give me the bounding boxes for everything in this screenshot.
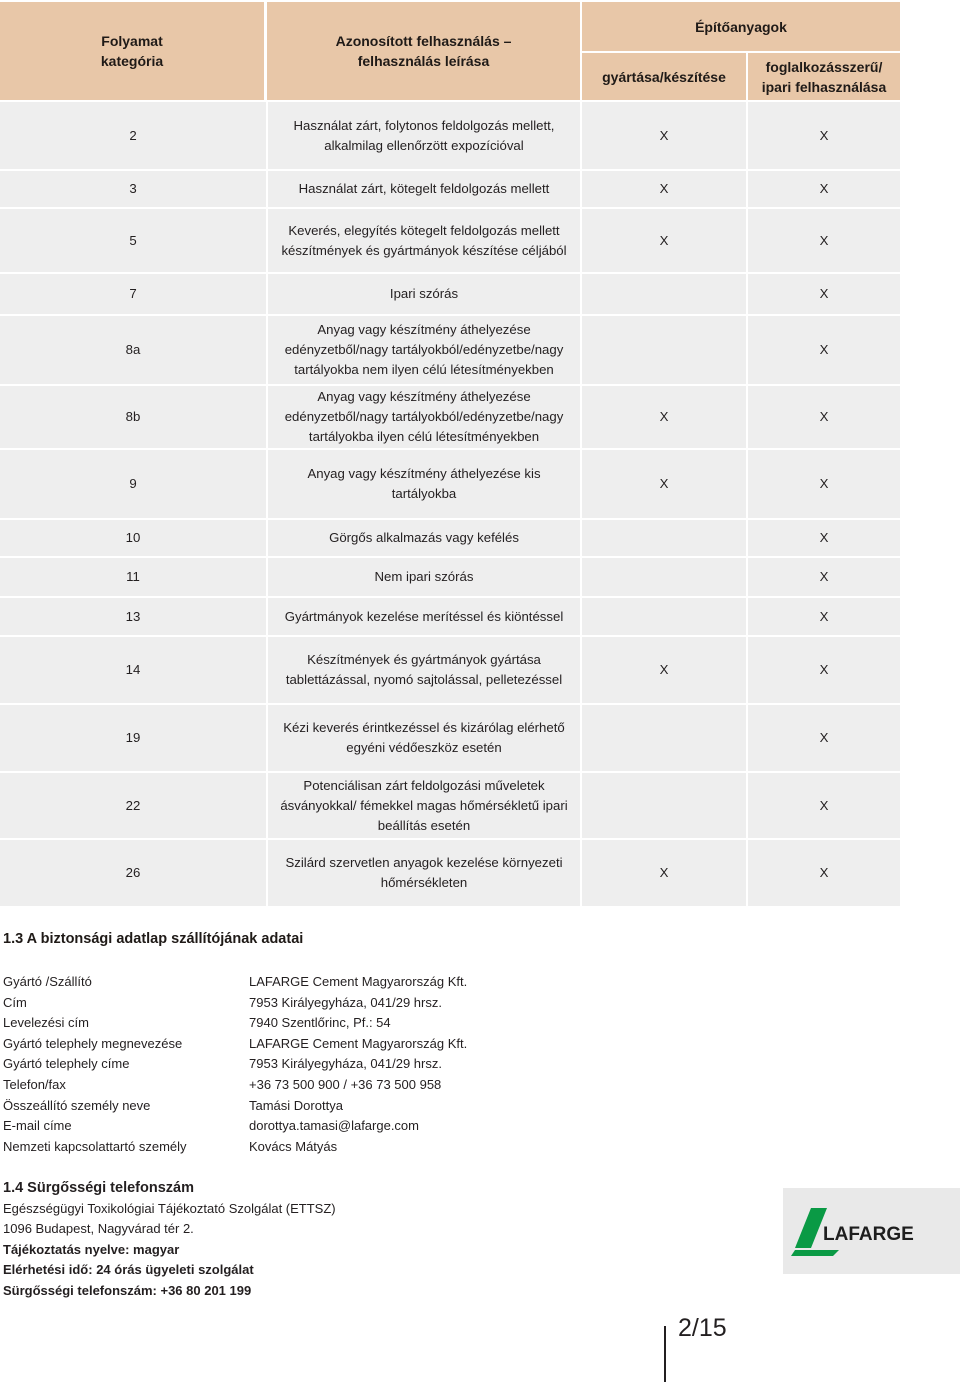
column-separator — [746, 316, 748, 384]
row-manufacture-mark: X — [659, 409, 669, 424]
row-category: 10 — [125, 530, 141, 545]
table-row — [0, 558, 900, 596]
row-category: 11 — [126, 569, 140, 584]
column-separator — [580, 386, 582, 448]
row-professional-mark: X — [819, 569, 829, 584]
supplier-field-label: Gyártó /Szállító — [3, 974, 92, 989]
column-separator — [746, 840, 748, 906]
row-manufacture-mark: X — [659, 865, 669, 880]
row-description: Gyártmányok kezelése merítéssel és kiöntéssel — [284, 608, 564, 624]
column-separator — [266, 637, 268, 703]
header-category: Folyamat kategória — [0, 2, 264, 100]
row-manufacture-mark: X — [659, 127, 669, 143]
table-row — [0, 316, 900, 384]
row-professional-mark: X — [819, 797, 829, 813]
supplier-field-label: Összeállító személy neve — [3, 1097, 151, 1113]
supplier-field-value: dorottya.tamasi@lafarge.com — [249, 1118, 419, 1134]
row-description: Ipari szórás — [389, 286, 459, 301]
column-separator — [266, 102, 268, 169]
row-professional-mark: X — [819, 409, 829, 424]
row-category: 3 — [129, 181, 137, 196]
column-separator — [746, 386, 748, 448]
row-category: 19 — [125, 730, 141, 745]
column-separator — [746, 171, 748, 207]
column-separator — [746, 637, 748, 703]
column-separator — [266, 209, 268, 272]
table-row — [0, 209, 900, 272]
row-category: 9 — [129, 476, 137, 491]
header-use-description: Azonosított felhasználás – felhasználás leírása — [267, 2, 580, 100]
table-row — [0, 102, 900, 169]
row-description: Potenciálisan zárt feldolgozási műveletek ásványokkal/ fémekkel magas hőmérsékletű ipari beállítás esetén — [280, 777, 568, 833]
row-professional-mark: X — [819, 476, 829, 491]
column-separator — [746, 209, 748, 272]
table-row — [0, 773, 900, 838]
row-manufacture-mark — [582, 705, 746, 771]
column-separator — [266, 598, 268, 635]
supplier-field-value: 7953 Királyegyháza, 041/29 hrsz. — [249, 1056, 442, 1072]
column-separator — [580, 637, 582, 703]
column-separator — [266, 274, 268, 314]
page-number: 2/15 — [678, 1314, 727, 1342]
supplier-field-value: LAFARGE Cement Magyarország Kft. — [249, 974, 468, 989]
row-professional-mark: X — [819, 342, 829, 357]
emergency-phone: Sürgősségi telefonszám: +36 80 201 199 — [3, 1282, 252, 1298]
row-description: Keverés, elegyítés kötegelt feldolgozás mellett készítmények és gyártmányok készítése céljából — [281, 222, 567, 258]
emergency-service-address: 1096 Budapest, Nagyvárad tér 2. — [3, 1221, 194, 1237]
row-professional-mark: X — [819, 286, 829, 301]
table-header — [0, 0, 900, 100]
emergency-language: Tájékoztatás nyelve: magyar — [3, 1241, 180, 1257]
row-category: 13 — [125, 608, 141, 624]
column-separator — [266, 840, 268, 906]
row-category: 26 — [125, 865, 141, 880]
supplier-field-label: Nemzeti kapcsolattartó személy — [3, 1138, 187, 1154]
column-separator — [266, 386, 268, 448]
supplier-field-value: Kovács Mátyás — [249, 1138, 338, 1154]
column-separator — [266, 558, 268, 596]
column-separator — [580, 316, 582, 384]
supplier-field-value: Tamási Dorottya — [249, 1097, 343, 1113]
column-separator — [580, 840, 582, 906]
supplier-field-label: Telefon/fax — [3, 1077, 66, 1092]
row-manufacture-mark: X — [659, 232, 669, 248]
column-separator — [580, 705, 582, 771]
column-separator — [580, 171, 582, 207]
logo-text: LAFARGE — [823, 1224, 914, 1245]
table-row — [0, 520, 900, 556]
supplier-field-label: E-mail címe — [3, 1118, 72, 1134]
column-separator — [746, 705, 748, 771]
column-separator — [746, 274, 748, 314]
row-description: Használat zárt, kötegelt feldolgozás mellett — [298, 181, 550, 196]
row-description: Anyag vagy készítmény áthelyezése edényzetből/nagy tartályokból/edényzetbe/nagy tartályokba nem ilyen célú létesítményekben — [284, 322, 564, 377]
row-category: 14 — [125, 662, 141, 677]
emergency-info — [3, 1178, 336, 1302]
lafarge-logo — [783, 1188, 960, 1274]
table-row — [0, 637, 900, 703]
row-professional-mark: X — [819, 181, 829, 196]
row-manufacture-mark — [582, 598, 746, 635]
column-separator — [746, 450, 748, 518]
row-description: Kézi keverés érintkezéssel és kizárólag elérhető egyéni védőeszköz esetén — [283, 720, 565, 755]
supplier-field-value: 7953 Királyegyháza, 041/29 hrsz. — [249, 994, 442, 1010]
row-manufacture-mark: X — [659, 662, 669, 677]
row-description: Anyag vagy készítmény áthelyezése edényzetből/nagy tartályokból/edényzetbe/nagy tartályokba ilyen célú létesítményekben — [284, 389, 564, 444]
table-row — [0, 705, 900, 771]
row-manufacture-mark — [582, 773, 746, 838]
column-separator — [580, 520, 582, 556]
row-description: Használat zárt, folytonos feldolgozás mellett, alkalmilag ellenőrzött expozícióval — [293, 117, 555, 153]
section-1-3-title: 1.3 A biztonsági adatlap szállítójának adatai — [3, 931, 304, 947]
row-professional-mark: X — [819, 232, 829, 248]
row-category: 22 — [125, 797, 141, 813]
row-description: Görgős alkalmazás vagy kefélés — [329, 530, 519, 545]
column-separator — [580, 209, 582, 272]
row-description: Szilárd szervetlen anyagok kezelése környezeti hőmérsékleten — [285, 855, 563, 890]
column-separator — [266, 773, 268, 838]
column-separator — [746, 773, 748, 838]
row-manufacture-mark — [582, 274, 746, 314]
column-separator — [746, 598, 748, 635]
supplier-field-label: Cím — [3, 994, 27, 1010]
row-category: 2 — [129, 127, 137, 143]
supplier-field-value: LAFARGE Cement Magyarország Kft. — [249, 1035, 468, 1051]
row-category: 8a — [125, 342, 141, 357]
column-separator — [266, 705, 268, 771]
column-separator — [266, 171, 268, 207]
emergency-availability: Elérhetési idő: 24 órás ügyeleti szolgálat — [3, 1262, 254, 1278]
row-professional-mark: X — [819, 730, 829, 745]
column-separator — [580, 773, 582, 838]
header-professional-use: foglalkozásszerű/ ipari felhasználása — [748, 53, 900, 100]
column-separator — [746, 520, 748, 556]
row-professional-mark: X — [819, 608, 829, 624]
table-row — [0, 598, 900, 635]
header-manufacture: gyártása/készítése — [582, 53, 746, 100]
row-professional-mark: X — [819, 865, 829, 880]
column-separator — [580, 450, 582, 518]
row-description: Nem ipari szórás — [374, 569, 474, 584]
row-category: 7 — [129, 286, 137, 301]
table-row — [0, 386, 900, 448]
supplier-field-value: +36 73 500 900 / +36 73 500 958 — [249, 1077, 442, 1092]
column-separator — [580, 274, 582, 314]
row-category: 8b — [125, 409, 141, 424]
row-professional-mark: X — [819, 662, 829, 677]
row-professional-mark: X — [819, 530, 829, 545]
column-separator — [580, 102, 582, 169]
section-1-4-title: 1.4 Sürgősségi telefonszám — [3, 1180, 194, 1196]
column-separator — [580, 598, 582, 635]
row-category: 5 — [129, 232, 137, 248]
header-building-materials: Építőanyagok — [582, 2, 900, 51]
column-separator — [266, 450, 268, 518]
table-row — [0, 450, 900, 518]
table-row — [0, 274, 900, 314]
column-separator — [746, 102, 748, 169]
row-description: Anyag vagy készítmény áthelyezése kis tartályokba — [307, 466, 541, 501]
row-professional-mark: X — [819, 127, 829, 143]
row-description: Készítmények és gyártmányok gyártása tablettázással, nyomó sajtolással, pelletezéssel — [285, 652, 563, 687]
table-row — [0, 171, 900, 207]
column-separator — [580, 558, 582, 596]
row-manufacture-mark: X — [659, 181, 669, 196]
supplier-field-label: Levelezési cím — [3, 1015, 89, 1031]
supplier-field-label: Gyártó telephely címe — [3, 1056, 130, 1072]
page-divider — [664, 1326, 666, 1382]
row-manufacture-mark — [582, 520, 746, 556]
emergency-service-name: Egészségügyi Toxikológiai Tájékoztató Szolgálat (ETTSZ) — [3, 1200, 336, 1216]
row-manufacture-mark: X — [659, 476, 669, 491]
column-separator — [266, 316, 268, 384]
table-row — [0, 840, 900, 906]
row-manufacture-mark — [582, 316, 746, 384]
supplier-field-value: 7940 Szentlőrinc, Pf.: 54 — [249, 1015, 391, 1031]
row-manufacture-mark — [582, 558, 746, 596]
supplier-field-label: Gyártó telephely megnevezése — [3, 1035, 183, 1051]
column-separator — [266, 520, 268, 556]
column-separator — [746, 558, 748, 596]
